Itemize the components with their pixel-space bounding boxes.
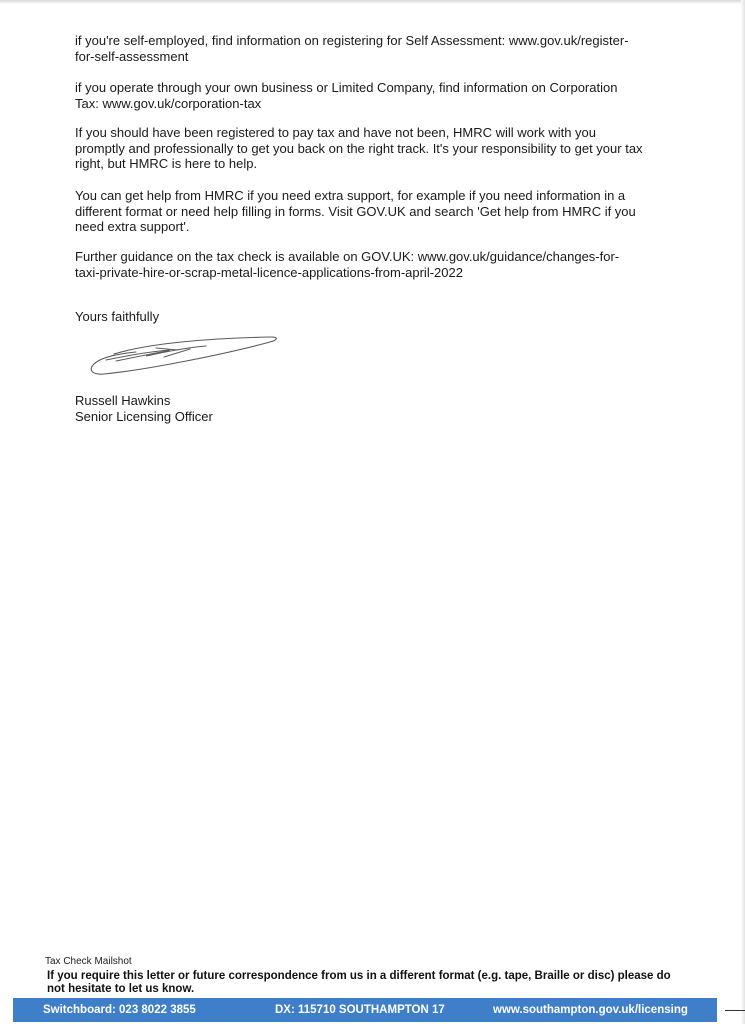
paragraph-registration	[75, 125, 675, 172]
paragraph-line: for-self-assessment	[75, 48, 189, 64]
paragraph-line: If you should have been registered to pay tax and have not been, HMRC will work with you	[75, 125, 597, 140]
paragraph-line: promptly and professionally to get you back on the right track. It's your responsibility to get your tax	[75, 140, 643, 156]
paragraph-line: You can get help from HMRC if you need extra support, for example if you need information in a	[75, 188, 626, 203]
paragraph-self-assessment	[75, 33, 675, 64]
scan-edge-mark	[725, 1010, 745, 1011]
paragraph-extra-support	[75, 188, 675, 235]
website-link[interactable]: www.southampton.gov.uk/licensing	[493, 1004, 688, 1016]
signatory-name: Russell Hawkins	[75, 393, 171, 408]
paragraph-line: Further guidance on the tax check is available on GOV.UK: www.gov.uk/guidance/changes-for-	[75, 249, 620, 264]
alternative-format-notice	[47, 970, 727, 996]
closing-salutation: Yours faithfully	[75, 309, 160, 324]
paragraph-further-guidance	[75, 249, 675, 280]
handwritten-signature	[86, 330, 281, 380]
notice-line: not hesitate to let us know.	[47, 983, 195, 995]
page-right-edge	[741, 0, 745, 1024]
paragraph-line: taxi-private-hire-or-scrap-metal-licence-applications-from-april-2022	[75, 264, 463, 280]
signatory-title: Senior Licensing Officer	[75, 408, 213, 424]
paragraph-line: if you're self-employed, find information on registering for Self Assessment: www.gov.uk/register-	[75, 33, 629, 48]
switchboard-number: Switchboard: 023 8022 3855	[43, 1004, 196, 1016]
notice-line: If you require this letter or future correspondence from us in a different format (e.g. tape, Braille or disc) please do	[47, 970, 671, 982]
contact-footer-bar	[13, 998, 717, 1022]
paragraph-line: need extra support'.	[75, 219, 190, 234]
page-top-edge	[0, 0, 745, 4]
mailshot-label: Tax Check Mailshot	[45, 956, 132, 967]
paragraph-line: if you operate through your own business or Limited Company, find information on Corporation	[75, 80, 618, 95]
paragraph-line: Tax: www.gov.uk/corporation-tax	[75, 95, 262, 111]
signatory-block	[75, 393, 675, 424]
paragraph-line: different format or need help filling in forms. Visit GOV.UK and search 'Get help from HMRC if you	[75, 203, 636, 219]
dx-address: DX: 115710 SOUTHAMPTON 17	[275, 1004, 445, 1016]
paragraph-corporation-tax	[75, 80, 675, 111]
paragraph-line: right, but HMRC is here to help.	[75, 156, 258, 171]
